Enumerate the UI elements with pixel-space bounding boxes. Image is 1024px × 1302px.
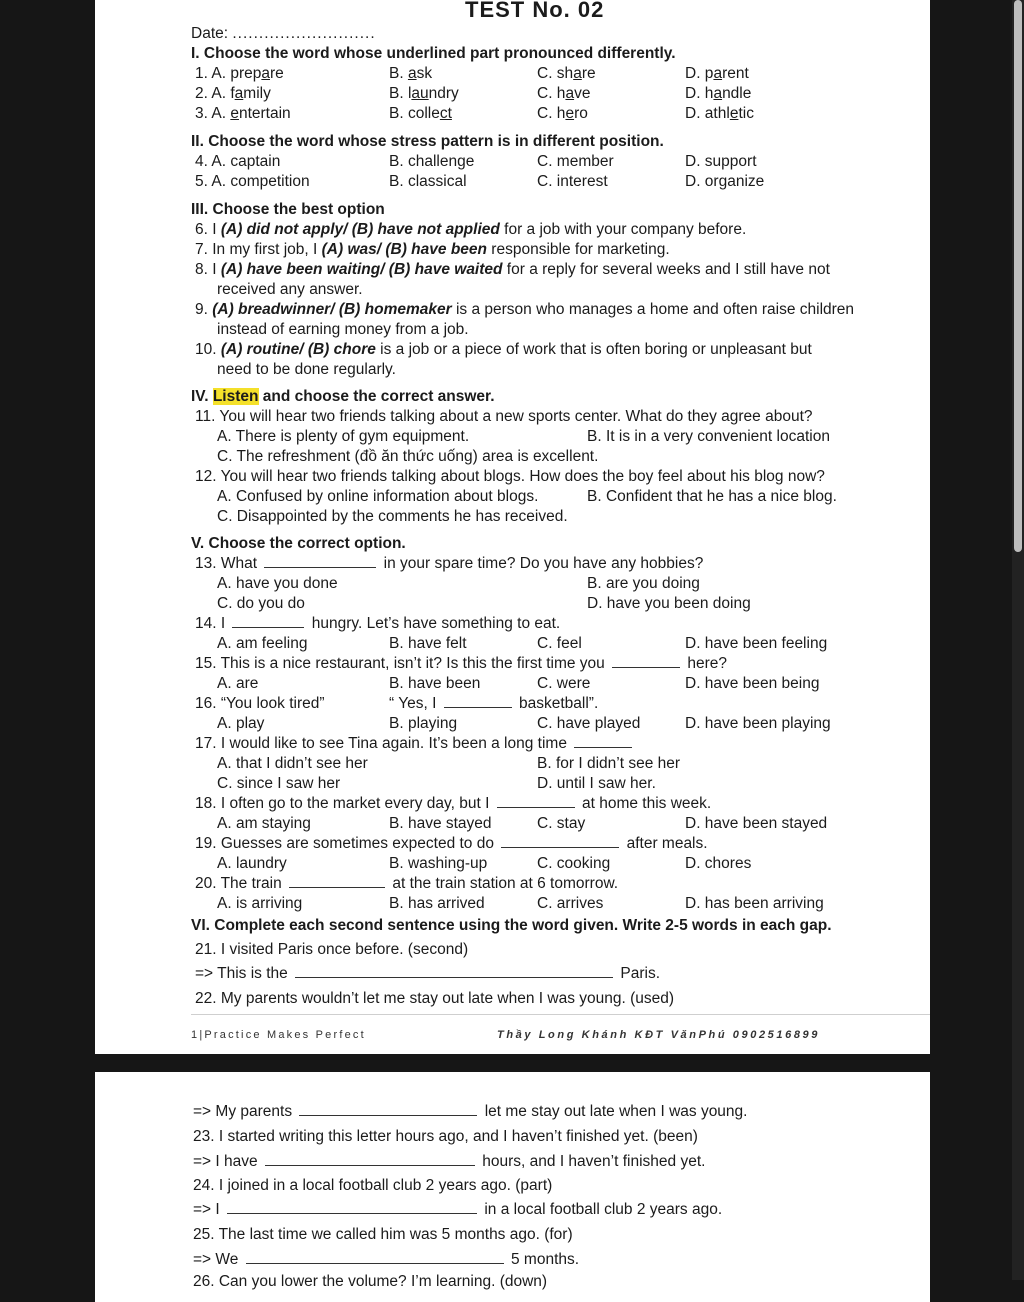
q22: 22. My parents wouldn’t let me stay out late when I was young. (used) <box>195 990 675 1007</box>
section-4-heading: IV. Listen and choose the correct answer. <box>191 388 495 405</box>
q23-rewrite: => I have hours, and I haven’t finished yet. <box>193 1153 706 1170</box>
q13-option-a: A. have you done <box>217 575 338 592</box>
q14: 14. I hungry. Let’s have something to eat. <box>195 615 561 632</box>
q19-option-d: D. chores <box>685 855 752 872</box>
q6: 6. I (A) did not apply/ (B) have not applied for a job with your company before. <box>195 221 747 238</box>
q17-option-a: A. that I didn’t see her <box>217 755 368 772</box>
q14-option-a: A. am feeling <box>217 635 308 652</box>
q19-option-b: B. washing-up <box>389 855 488 872</box>
q9: 9. (A) breadwinner/ (B) homemaker is a person who manages a home and often raise children <box>195 301 855 318</box>
q5-option-b: B. classical <box>389 173 467 190</box>
q26-partial: 26. Can you lower the volume? I’m learning. (down) <box>193 1273 548 1290</box>
q13-option-b: B. are you doing <box>587 575 700 592</box>
q14-option-b: B. have felt <box>389 635 467 652</box>
q17-option-b: B. for I didn’t see her <box>537 755 681 772</box>
q10: 10. (A) routine/ (B) chore is a job or a piece of work that is often boring or unpleasant but <box>195 341 812 358</box>
document-page-1 <box>95 0 930 1054</box>
q22-rewrite: => My parents let me stay out late when I was young. <box>193 1103 748 1120</box>
q1-option-c: C. share <box>537 65 596 82</box>
section-5-heading: V. Choose the correct option. <box>191 535 406 552</box>
q19-option-a: A. laundry <box>217 855 287 872</box>
q13: 13. What in your spare time? Do you have any hobbies? <box>195 555 704 572</box>
q13-option-c: C. do you do <box>217 595 305 612</box>
q20-option-c: C. arrives <box>537 895 604 912</box>
q7: 7. In my first job, I (A) was/ (B) have been responsible for marketing. <box>195 241 670 258</box>
q10-continuation: need to be done regularly. <box>217 361 396 378</box>
q18-option-a: A. am staying <box>217 815 311 832</box>
section-3-heading: III. Choose the best option <box>191 201 385 218</box>
q12-option-c: C. Disappointed by the comments he has received. <box>217 508 568 525</box>
q1-option-d: D. parent <box>685 65 749 82</box>
q4-option-c: C. member <box>537 153 614 170</box>
q19: 19. Guesses are sometimes expected to do after meals. <box>195 835 708 852</box>
q21-rewrite: => This is the Paris. <box>195 965 661 982</box>
q16-option-a: A. play <box>217 715 265 732</box>
q3-option-d: D. athletic <box>685 105 754 122</box>
q8: 8. I (A) have been waiting/ (B) have waited for a reply for several weeks and I still have not <box>195 261 830 278</box>
section-6-heading: VI. Complete each second sentence using the word given. Write 2-5 words in each gap. <box>191 917 832 934</box>
q11-option-a: A. There is plenty of gym equipment. <box>217 428 470 445</box>
q9-continuation: instead of earning money from a job. <box>217 321 469 338</box>
q20: 20. The train at the train station at 6 tomorrow. <box>195 875 619 892</box>
q13-option-d: D. have you been doing <box>587 595 751 612</box>
q4-option-d: D. support <box>685 153 757 170</box>
q25-rewrite: => We 5 months. <box>193 1251 580 1268</box>
q16-option-b: B. playing <box>389 715 458 732</box>
q17-option-d: D. until I saw her. <box>537 775 656 792</box>
q14-option-d: D. have been feeling <box>685 635 828 652</box>
q4-option-b: B. challenge <box>389 153 475 170</box>
q12-option-a: A. Confused by online information about blogs. <box>217 488 539 505</box>
q20-option-d: D. has been arriving <box>685 895 824 912</box>
q15-option-a: A. are <box>217 675 259 692</box>
q15-option-c: C. were <box>537 675 591 692</box>
q19-option-c: C. cooking <box>537 855 611 872</box>
q1-option-a: 1. A. prepare <box>195 65 284 82</box>
q3-option-c: C. hero <box>537 105 588 122</box>
q4-option-a: 4. A. captain <box>195 153 281 170</box>
q11-option-b: B. It is in a very convenient location <box>587 428 830 445</box>
q3-option-b: B. collect <box>389 105 452 122</box>
q12-option-b: B. Confident that he has a nice blog. <box>587 488 837 505</box>
q2-option-c: C. have <box>537 85 591 102</box>
scrollbar-thumb[interactable] <box>1014 0 1022 552</box>
q16-option-c: C. have played <box>537 715 641 732</box>
q3-option-a: 3. A. entertain <box>195 105 291 122</box>
scrollbar-track[interactable] <box>1012 0 1024 1280</box>
date-line: Date: ........................... <box>191 25 376 42</box>
test-title: TEST No. 02 <box>465 0 605 22</box>
q15-option-d: D. have been being <box>685 675 820 692</box>
q11-option-c: C. The refreshment (đồ ăn thức uống) area is excellent. <box>217 448 599 465</box>
q5-option-a: 5. A. competition <box>195 173 310 190</box>
q1-option-b: B. ask <box>389 65 433 82</box>
listen-highlight: Listen <box>212 388 259 405</box>
section-2-heading: II. Choose the word whose stress pattern is in different position. <box>191 133 664 150</box>
q25: 25. The last time we called him was 5 months ago. (for) <box>193 1226 573 1243</box>
section-1-heading: I. Choose the word whose underlined part pronounced differently. <box>191 45 676 62</box>
q2-option-a: 2. A. family <box>195 85 271 102</box>
q18-option-b: B. have stayed <box>389 815 492 832</box>
q2-option-d: D. handle <box>685 85 752 102</box>
q16-reply: “ Yes, I basketball”. <box>389 695 599 712</box>
q12: 12. You will hear two friends talking about blogs. How does the boy feel about his blog now? <box>195 468 825 485</box>
q24-rewrite: => I in a local football club 2 years ago. <box>193 1201 723 1218</box>
q18: 18. I often go to the market every day, but I at home this week. <box>195 795 712 812</box>
q16-option-d: D. have been playing <box>685 715 831 732</box>
q21: 21. I visited Paris once before. (second) <box>195 941 469 958</box>
q17: 17. I would like to see Tina again. It’s been a long time <box>195 734 635 754</box>
q15-option-b: B. have been <box>389 675 481 692</box>
document-page-2 <box>95 1072 930 1302</box>
q5-option-d: D. organize <box>685 173 765 190</box>
footer-left: 1|Practice Makes Perfect <box>191 1029 366 1041</box>
q24: 24. I joined in a local football club 2 years ago. (part) <box>193 1177 553 1194</box>
q11: 11. You will hear two friends talking about a new sports center. What do they agree about? <box>195 408 813 425</box>
q15: 15. This is a nice restaurant, isn’t it? Is this the first time you here? <box>195 655 728 672</box>
q2-option-b: B. laundry <box>389 85 459 102</box>
q18-option-c: C. stay <box>537 815 586 832</box>
q20-option-a: A. is arriving <box>217 895 303 912</box>
q14-option-c: C. feel <box>537 635 582 652</box>
q18-option-d: D. have been stayed <box>685 815 828 832</box>
q16: 16. “You look tired” <box>195 695 325 712</box>
footer-right: Thầy Long Khánh KĐT VănPhú 0902516899 <box>497 1029 820 1041</box>
q23: 23. I started writing this letter hours ago, and I haven’t finished yet. (been) <box>193 1128 698 1145</box>
q20-option-b: B. has arrived <box>389 895 485 912</box>
q8-continuation: received any answer. <box>217 281 363 298</box>
footer-rule <box>191 1014 930 1015</box>
q5-option-c: C. interest <box>537 173 608 190</box>
q17-option-c: C. since I saw her <box>217 775 341 792</box>
